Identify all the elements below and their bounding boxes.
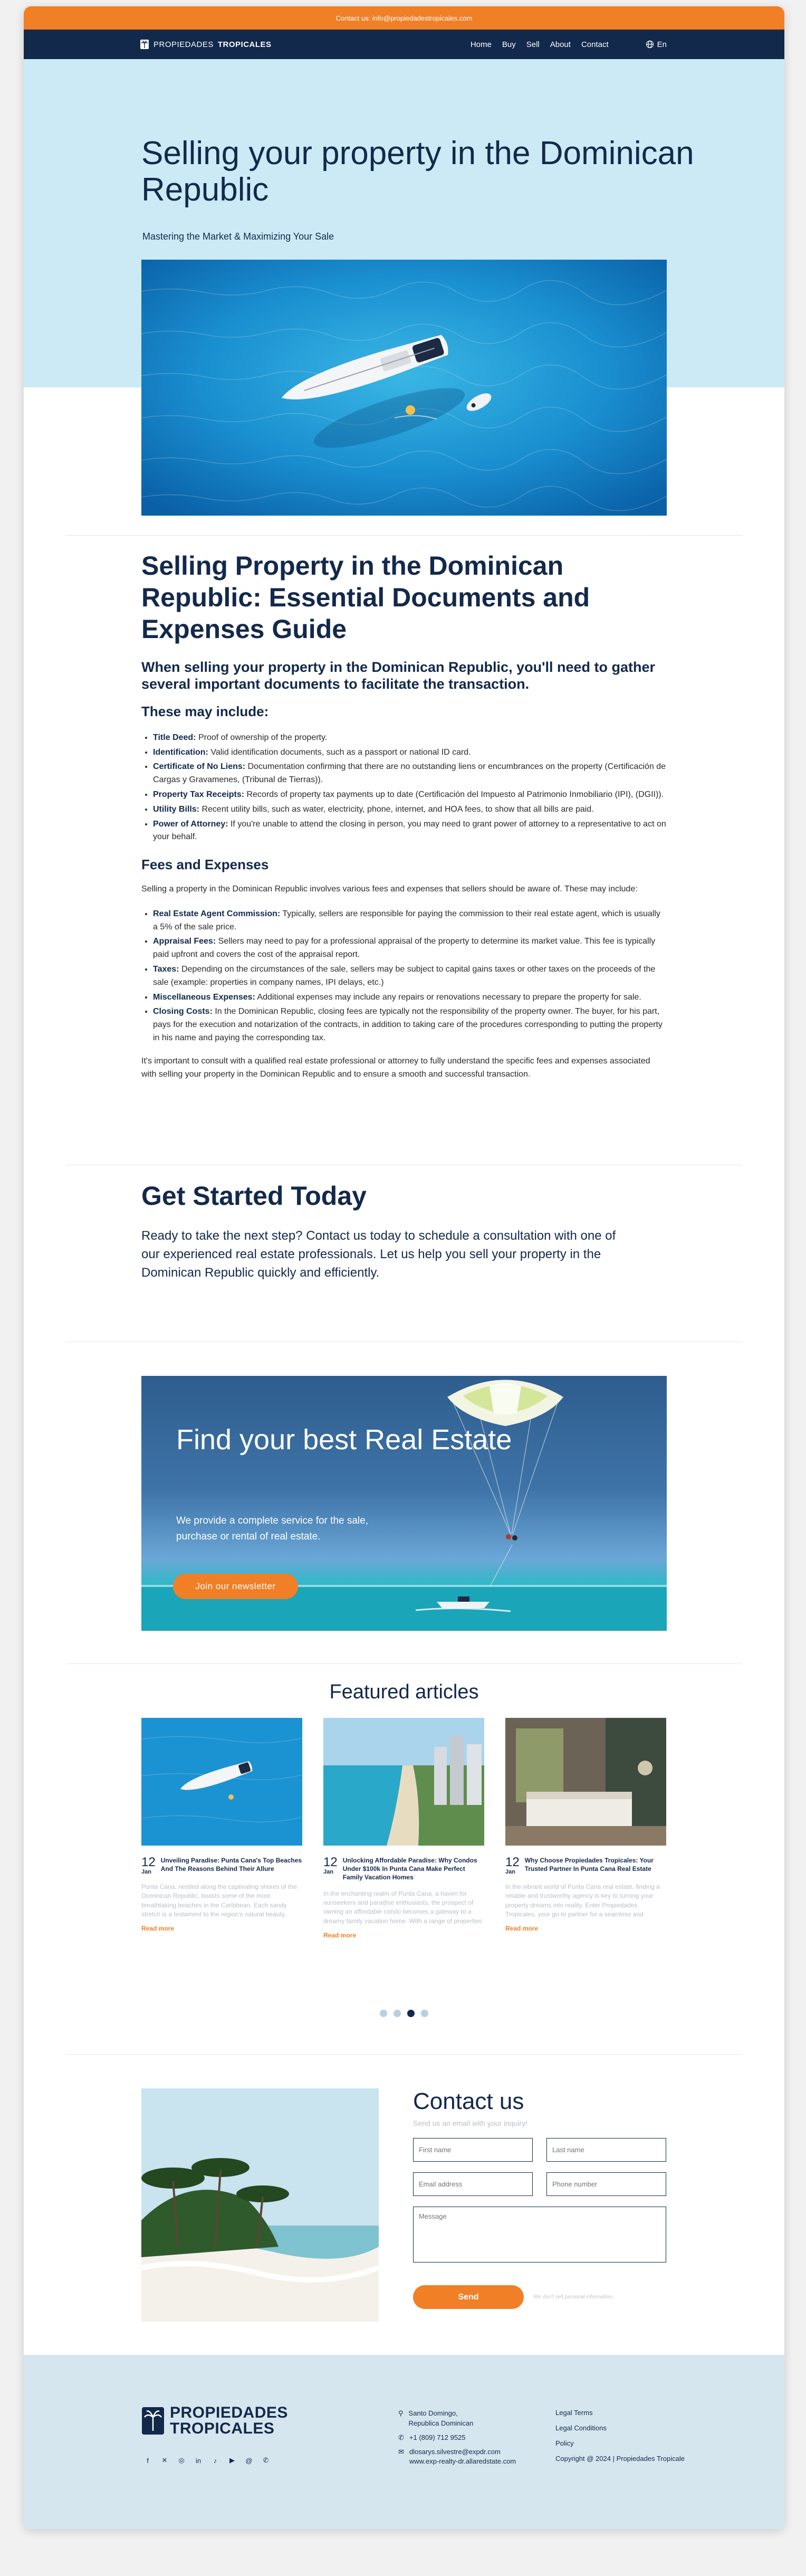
contact-beach-image	[141, 2088, 379, 2322]
carousel-dot[interactable]	[380, 2010, 387, 2017]
list-item: • Appraisal Fees: Sellers may need to pay for a professional appraisal of the property to determine its market value. This fee is typically paid upfront and covers the cost of the appraisal report.	[153, 935, 667, 962]
section-divider	[66, 2054, 742, 2055]
get-started-text: Ready to take the next step? Contact us today to schedule a consultation with one of our experienced real estate professionals. Let us help you sell your property in the Dominican Republic quickly and efficiently.	[141, 1229, 616, 1280]
top-contact-bar	[24, 6, 784, 30]
card-excerpt: In the vibrant world of Punta Cana real estate, finding a reliable and trustworthy agency is key to turning your property dreams into reality. Enter Propiedades Tropicales, your go-to partner for a seamless and	[505, 1883, 660, 1918]
footer-address: ⚲ Santo Domingo, Republica Dominican	[398, 2409, 516, 2429]
card-image-bedroom[interactable]	[505, 1718, 666, 1846]
mail-icon: ✉	[398, 2447, 404, 2456]
linkedin-icon[interactable]: in	[195, 2456, 202, 2465]
phone-icon: ✆	[398, 2433, 404, 2441]
article-closing: It's important to consult with a qualified real estate professional or attorney to fully understand the specific fees and expenses associated with selling your property in the Dominican Republic and to ensure a smooth and successful transaction.	[141, 1056, 650, 1079]
footer-email[interactable]: ✉ dlosarys.silvestre@expdr.com www.exp-realty-dr.allaredstate.com	[398, 2447, 516, 2467]
get-started-title: Get Started Today	[141, 1181, 367, 1211]
contact-subtitle: Send us an email with your inquiry!	[413, 2119, 528, 2127]
article-card[interactable]	[141, 1718, 302, 1940]
nav-logo-first: PROPIEDADES	[153, 40, 214, 49]
hero-subtitle: Mastering the Market & Maximizing Your Sale	[142, 231, 334, 242]
palm-logo-icon	[140, 39, 149, 50]
card-image-yacht[interactable]	[141, 1718, 302, 1846]
documents-heading: These may include:	[141, 703, 269, 719]
get-started-section	[141, 1181, 616, 1282]
first-name-input[interactable]	[413, 2138, 533, 2162]
instagram-icon[interactable]: ◎	[178, 2456, 185, 2464]
carousel-dot-active[interactable]	[407, 2010, 415, 2017]
list-item: • Real Estate Agent Commission: Typically, sellers are responsible for paying the commission to their real estate agent, which is usually a 5% of the sale price.	[153, 908, 667, 934]
policy-link[interactable]: Policy	[555, 2439, 574, 2447]
card-title[interactable]: Unveiling Paradise: Punta Cana's Top Beaches And The Reasons Behind Their Allure	[160, 1857, 302, 1873]
language-label: En	[657, 40, 667, 49]
card-date: 12 Jan	[141, 1855, 156, 1875]
social-links	[142, 2455, 271, 2466]
facebook-icon[interactable]: f	[147, 2456, 149, 2465]
main-nav	[24, 30, 784, 59]
list-item: • Identification: Valid identification documents, such as a passport or national ID card.	[153, 746, 667, 759]
card-excerpt: In the enchanting realm of Punta Cana, a haven for sunseekers and paradise enthusiasts, the prospect of owning an affordable condo becomes a gateway to a dreamy family vacation home. With a range of properties	[323, 1889, 482, 1925]
nav-home[interactable]: Home	[470, 40, 492, 49]
article-intro: When selling your property in the Dominican Republic, you'll need to gather several important documents to facilitate the transaction.	[141, 659, 656, 692]
hero-section	[24, 59, 784, 562]
last-name-input[interactable]	[546, 2138, 666, 2162]
list-item: • Utility Bills: Recent utility bills, such as water, electricity, phone, internet, and HOA fees, to show that all bills are paid.	[153, 803, 667, 816]
list-item: • Property Tax Receipts: Records of property tax payments up to date (Certificación del Impuesto al Patrimonio Inmobiliario (IPI), (DGII)).	[153, 788, 667, 802]
footer-logo-first: PROPIEDADES	[170, 2404, 288, 2421]
documents-list	[141, 731, 667, 844]
read-more-link[interactable]: Read more	[323, 1931, 357, 1939]
card-image-coast[interactable]	[323, 1718, 484, 1846]
card-meta	[141, 1856, 302, 1875]
banner-text: We provide a complete service for the sale, purchase or rental of real estate.	[176, 1515, 368, 1543]
privacy-note: We don't sell personal information.	[533, 2294, 614, 2300]
featured-cards	[141, 1718, 666, 1940]
nav-buy[interactable]: Buy	[502, 40, 516, 49]
youtube-icon[interactable]: ▶	[229, 2456, 235, 2464]
footer-logo-second: TROPICALES	[170, 2420, 275, 2437]
fees-heading: Fees and Expenses	[141, 857, 269, 873]
fees-intro: Selling a property in the Dominican Republic involves various fees and expenses that sellers should be aware of. These may include:	[141, 885, 638, 894]
newsletter-banner	[141, 1376, 667, 1631]
email-input[interactable]	[413, 2172, 533, 2196]
nav-sell[interactable]: Sell	[526, 40, 540, 49]
threads-icon[interactable]: @	[245, 2456, 253, 2465]
carousel-dot[interactable]	[394, 2010, 401, 2017]
message-input[interactable]	[413, 2207, 666, 2263]
list-item: • Closing Costs: In the Dominican Republic, closing fees are typically not the responsibility of the property owner. The buyer, for his part, pays for the execution and notarization of the contracts, in addition to taking care of the procedures corresponding to putting the property in his name and paying the corresponding tax.	[153, 1005, 667, 1044]
palm-logo-icon	[141, 2407, 165, 2435]
nav-logo-second: TROPICALES	[217, 40, 272, 49]
footer-phone[interactable]: ✆ +1 (809) 712 9525	[398, 2433, 516, 2443]
card-title[interactable]: Unlocking Affordable Paradise: Why Condos Under $100k In Punta Cana Make Perfect Family Vacation Homes	[342, 1857, 477, 1881]
article-section	[141, 550, 667, 1081]
read-more-link[interactable]: Read more	[505, 1925, 539, 1932]
footer-legal-links	[555, 2409, 685, 2470]
featured-title: Featured articles	[329, 1681, 479, 1703]
card-meta	[323, 1856, 484, 1882]
nav-contact[interactable]: Contact	[581, 40, 609, 49]
send-button[interactable]: Send	[413, 2285, 524, 2309]
yacht-illustration	[141, 260, 667, 516]
card-title[interactable]: Why Choose Propiedades Tropicales: Your Trusted Partner In Punta Cana Real Estate	[524, 1857, 654, 1873]
legal-terms-link[interactable]: Legal Terms	[555, 2409, 593, 2417]
list-item: • Taxes: Depending on the circumstances of the sale, sellers may be subject to capital gains taxes or other taxes on the proceeds of the sale (example: properties in company names, IPI delays, etc.)	[153, 963, 667, 990]
phone-input[interactable]	[546, 2172, 666, 2196]
join-newsletter-button[interactable]: Join our newsletter	[173, 1574, 298, 1599]
carousel-dots	[24, 2010, 784, 2017]
copyright: Copyright @ 2024 | Propiedades Tropicale	[555, 2455, 685, 2463]
card-excerpt: Punta Cana, nestled along the captivating shores of the Dominican Republic, boasts some of the most breathtaking beaches in the Caribbean. Each sandy stretch is a testament to the region's natural beauty,	[141, 1883, 297, 1918]
hero-title: Selling your property in the Dominican Republic	[141, 135, 694, 208]
footer-contact-info	[398, 2409, 516, 2471]
send-row	[413, 2285, 666, 2309]
list-item: • Certificate of No Liens: Documentation confirming that there are no outstanding liens or encumbrances on the property (Certificación de Cargas y Gravamenes, (Tribunal de Tierras)).	[153, 761, 667, 787]
location-pin-icon: ⚲	[398, 2409, 404, 2417]
card-date: 12 Jan	[323, 1855, 338, 1875]
section-divider	[66, 535, 742, 536]
contact-row-contacts	[413, 2172, 666, 2196]
contact-form-section	[413, 2088, 666, 2309]
banner-title: Find your best Real Estate	[176, 1424, 512, 1456]
footer	[24, 2355, 784, 2529]
contact-row-names	[413, 2138, 666, 2162]
card-meta	[505, 1856, 666, 1875]
nav-logo[interactable]	[140, 39, 272, 50]
tiktok-icon[interactable]: ♪	[213, 2456, 217, 2465]
list-item: • Power of Attorney: If you're unable to attend the closing in person, you may need to grant power of attorney to a representative to act on your behalf.	[153, 818, 667, 844]
x-icon[interactable]: ✕	[161, 2456, 168, 2464]
legal-conditions-link[interactable]: Legal Conditions	[555, 2424, 607, 2432]
read-more-link[interactable]: Read more	[141, 1925, 175, 1932]
nav-links	[471, 40, 667, 49]
language-switcher[interactable]	[646, 40, 667, 49]
top-contact-text[interactable]: Contact us: info@propiedadestropicales.com	[335, 14, 473, 22]
footer-logo[interactable]	[141, 2405, 288, 2437]
card-date: 12 Jan	[505, 1855, 520, 1875]
fees-list	[141, 908, 667, 1045]
article-card[interactable]	[505, 1718, 666, 1940]
contact-title: Contact us	[413, 2088, 524, 2114]
list-item: • Title Deed: Proof of ownership of the property.	[153, 731, 667, 745]
globe-icon	[646, 40, 654, 49]
whatsapp-icon[interactable]: ✆	[263, 2456, 269, 2464]
article-card[interactable]	[323, 1718, 484, 1940]
hero-yacht-image	[141, 260, 667, 516]
carousel-dot[interactable]	[421, 2010, 428, 2017]
article-title: Selling Property in the Dominican Republic: Essential Documents and Expenses Guide	[141, 551, 590, 644]
page	[24, 6, 784, 2529]
list-item: • Miscellaneous Expenses: Additional expenses may include any repairs or renovations necessary to prepare the property for sale.	[153, 991, 667, 1004]
nav-about[interactable]: About	[550, 40, 571, 49]
